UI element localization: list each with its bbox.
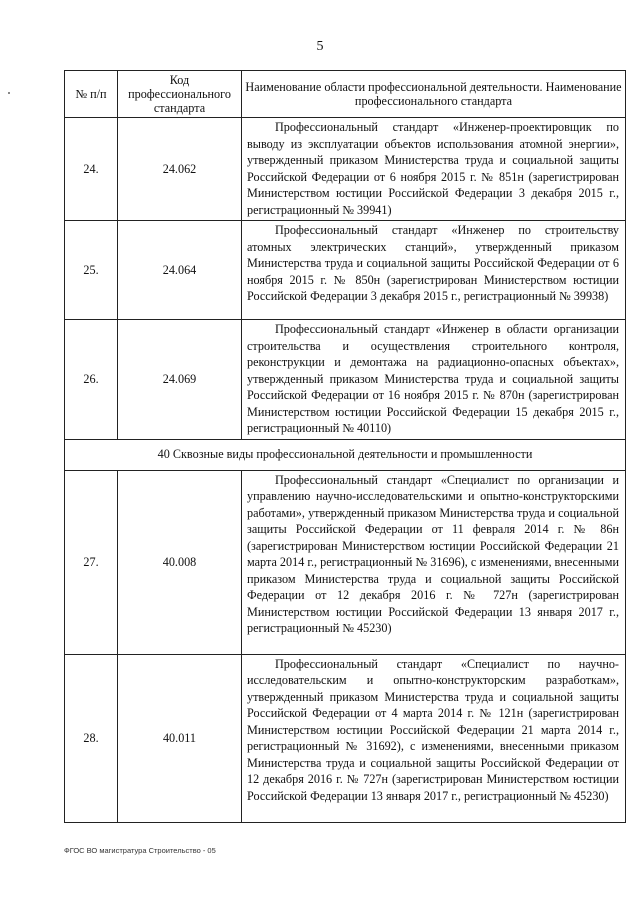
page-number: 5 [316, 39, 324, 54]
table-row [65, 221, 626, 320]
row-description: Профессиональный стандарт «Инженер-проектировщик по выводу из эксплуатации объектов использования атомной энергии», утвержденный приказом Министерства труда и социальной защиты Российской Федерации от 6 ноября 2015 г. № 851н (зарегистрирован Министерством юстиции Российской Федерации 3 декабря 2015 г., регистрационный № 39941) [242, 118, 626, 221]
section-row [65, 439, 626, 470]
row-number: 24. [65, 118, 118, 221]
table-row [65, 320, 626, 440]
row-code: 24.069 [118, 320, 242, 440]
row-number: 27. [65, 470, 118, 654]
row-description: Профессиональный стандарт «Инженер в области организации строительства и осуществления строительного контроля, реконструкции и демонтажа на радиационно-опасных объектах», утвержденный приказом Министерства труда и социальной защиты Российской Федерации от 16 ноября 2015 г. № 870н (зарегистрирован Министерством юстиции Российской Федерации 15 декабря 2015 г., регистрационный № 40110) [242, 320, 626, 440]
table-row [65, 118, 626, 221]
scan-speck [8, 92, 10, 94]
row-code: 24.064 [118, 221, 242, 320]
professional-standards-table [64, 70, 626, 823]
header-num: № п/п [65, 71, 118, 118]
row-description: Профессиональный стандарт «Инженер по строительству атомных электрических станций», утвержденный приказом Министерства труда и социальной защиты Российской Федерации от 6 ноября 2015 г. № 850н (зарегистрирован Министерством юстиции Российской Федерации 3 декабря 2015 г., регистрационный № 39938) [242, 221, 626, 320]
table-header-row [65, 71, 626, 118]
row-number: 28. [65, 654, 118, 822]
row-code: 24.062 [118, 118, 242, 221]
header-name: Наименование области профессиональной деятельности. Наименование профессионального стандарта [242, 71, 626, 118]
row-description: Профессиональный стандарт «Специалист по научно-исследовательским и опытно-конструкторским разработкам», утвержденный приказом Министерства труда и социальной защиты Российской Федерации от 4 марта 2014 г. № 121н (зарегистрирован Министерством юстиции Российской Федерации 21 марта 2014 г., регистрационный № 31692), с изменениями, внесенными приказом Министерства труда и социальной защиты Российской Федерации от 12 декабря 2016 г. № 727н (зарегистрирован Министерством юстиции Российской Федерации 13 января 2017 г., регистрационный № 45230) [242, 654, 626, 822]
footer-text: ФГОС ВО магистратура Строительство - 05 [64, 846, 216, 855]
row-code: 40.011 [118, 654, 242, 822]
row-number: 25. [65, 221, 118, 320]
table-row [65, 654, 626, 822]
row-number: 26. [65, 320, 118, 440]
section-heading: 40 Сквозные виды профессиональной деятельности и промышленности [65, 439, 626, 470]
row-description: Профессиональный стандарт «Специалист по организации и управлению научно-исследовательскими и опытно-конструкторскими работами», утвержденный приказом Министерства труда и социальной защиты Российской Федерации от 11 февраля 2014 г. № 86н (зарегистрирован Министерством юстиции Российской Федерации 21 марта 2014 г., регистрационный № 31696), с изменениями, внесенными приказом Министерства труда и социальной защиты Российской Федерации от 12 декабря 2016 г. № 727н (зарегистрирован Министерством юстиции Российской Федерации 13 января 2017 г., регистрационный № 45230) [242, 470, 626, 654]
header-code: Код профессионального стандарта [118, 71, 242, 118]
row-code: 40.008 [118, 470, 242, 654]
table-row [65, 470, 626, 654]
